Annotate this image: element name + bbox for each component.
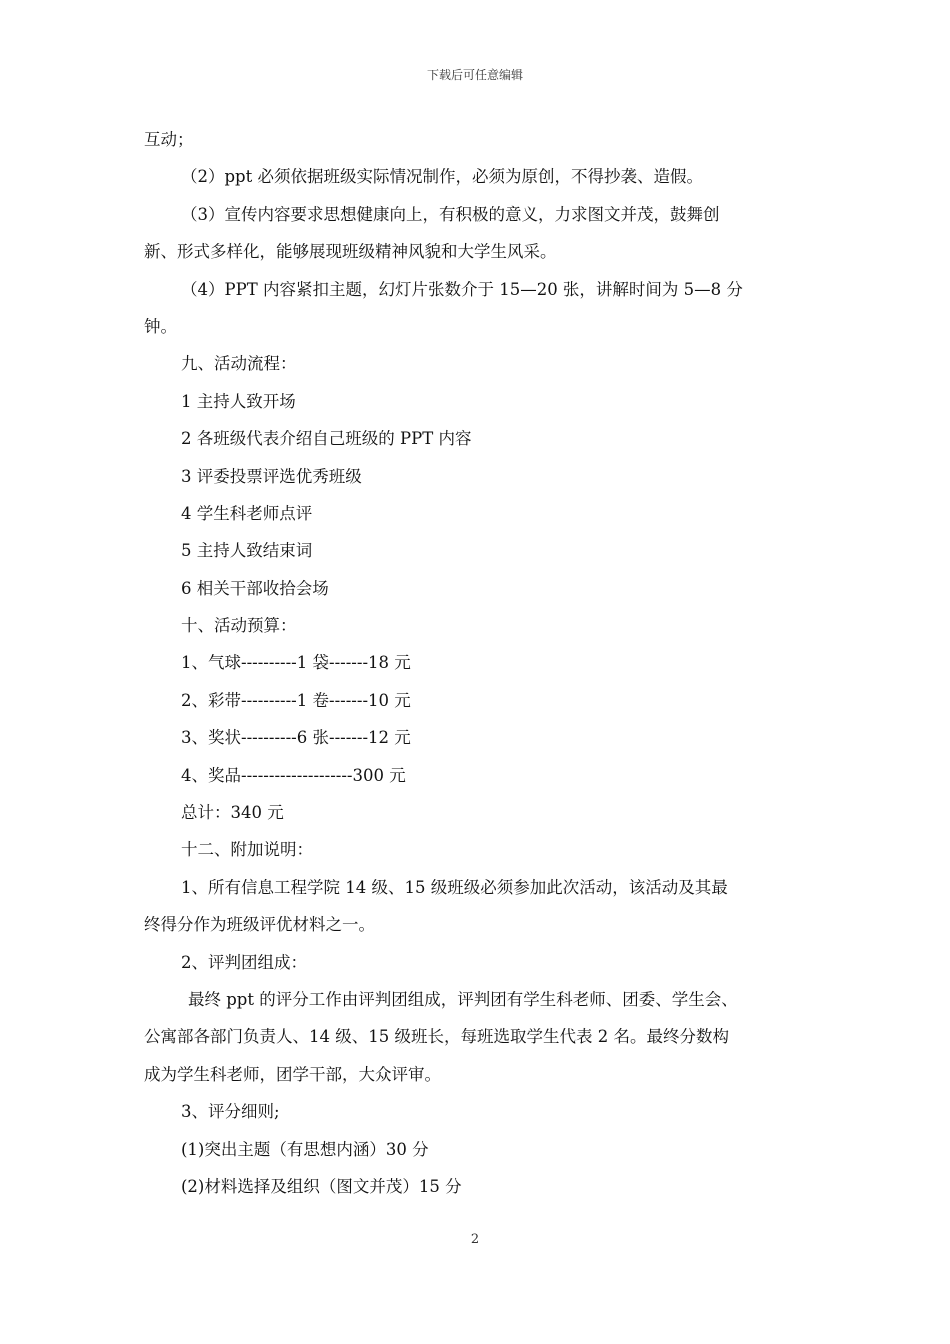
document-body <box>144 121 814 1205</box>
budget-item: 3、奖状----------6 张-------12 元 <box>181 728 411 748</box>
list-item: 5 主持人致结束词 <box>181 541 313 561</box>
budget-item: 2、彩带----------1 卷-------10 元 <box>181 690 411 710</box>
list-item: 3 评委投票评选优秀班级 <box>181 466 362 486</box>
section-heading: 十二、附加说明： <box>181 840 313 860</box>
text-line: 最终 ppt 的评分工作由评判团组成，评判团有学生科老师、团委、学生会、 <box>188 989 738 1009</box>
page-number: 2 <box>470 1232 480 1247</box>
section-heading: 十、活动预算： <box>181 616 297 636</box>
text-line: 新、形式多样化，能够展现班级精神风貌和大学生风采。 <box>144 242 557 262</box>
text-line: 1、所有信息工程学院 14 级、15 级班级必须参加此次活动，该活动及其最 <box>181 877 728 897</box>
text-line: 2、评判团组成： <box>181 952 307 972</box>
section-heading: 九、活动流程： <box>181 354 297 374</box>
list-item: 6 相关干部收拾会场 <box>181 578 329 598</box>
page-header: 下载后可任意编辑 <box>426 68 523 82</box>
text-line: 终得分作为班级评优材料之一。 <box>144 915 375 935</box>
text-line: （3）宣传内容要求思想健康向上，有积极的意义，力求图文并茂，鼓舞创 <box>181 204 720 224</box>
text-line: 互动； <box>144 130 194 149</box>
text-line: 钟。 <box>144 316 177 336</box>
text-line: 公寓部各部门负责人、14 级、15 级班长，每班选取学生代表 2 名。最终分数构 <box>144 1027 729 1047</box>
list-item: 1 主持人致开场 <box>181 391 296 411</box>
text-line: （2）ppt 必须依据班级实际情况制作，必须为原创，不得抄袭、造假。 <box>181 167 703 187</box>
list-item: 2 各班级代表介绍自己班级的 PPT 内容 <box>181 429 472 449</box>
budget-item: 1、气球----------1 袋-------18 元 <box>181 653 411 673</box>
list-item: (2)材料选择及组织（图文并茂）15 分 <box>181 1176 462 1196</box>
list-item: 4 学生科老师点评 <box>181 503 313 523</box>
text-line: 3、评分细则; <box>181 1102 280 1122</box>
list-item: (1)突出主题（有思想内涵）30 分 <box>181 1139 429 1159</box>
budget-total: 总计：340 元 <box>181 803 284 823</box>
text-line: （4）PPT 内容紧扣主题，幻灯片张数介于 15—20 张，讲解时间为 5—8 分 <box>181 279 743 299</box>
budget-item: 4、奖品--------------------300 元 <box>181 765 406 785</box>
text-line: 成为学生科老师，团学干部，大众评审。 <box>144 1064 441 1084</box>
